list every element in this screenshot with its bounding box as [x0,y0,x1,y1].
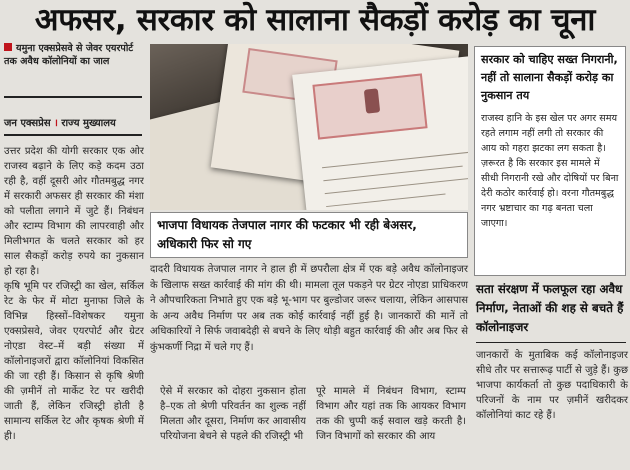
national-emblem-icon [364,88,380,113]
sidebar-title: सरकार को चाहिए सख्त निगरानी, नहीं तो सालाना सैकड़ों करोड़ का नुकसान तय [481,53,618,102]
byline-desk: राज्य मुख्यालय [61,118,116,129]
bottom-column-2: पूरे मामले में निबंधन विभाग, स्टाम्प विभाग और यहां तक कि आयकर विभाग तक की चुप्पी कई सवाल खड़े करती है। जिन विभागों को सरकार की आय [316,386,466,442]
byline [4,115,116,129]
left-column [4,144,144,470]
sub-headline [4,42,140,68]
article-photo [150,44,468,210]
sidebar-body: राजस्व हानि के इस खेल पर अगर समय रहते लगाम नहीं लगी तो सरकार की आय को गहरा झटका लग सकता है। ज़रूरत है कि सरकार इस मामले में सीधी निगरानी रखे और दोषियों पर बिना देरी कठोर कार्रवाई हो। वरना गौतमबुद्ध नगर भ्रष्टाचार का गढ़ बनता चला जाएगा। [481,113,619,229]
sidebar-box [474,46,626,276]
byline-agency: जन एक्सप्रेस [4,118,51,129]
right-heading: सता संरक्षण में फलफूल रहा अवैध निर्माण, नेताओं की शह से बचते हैं कॉलोनाइजर [476,282,624,334]
paragraph: उत्तर प्रदेश की योगी सरकार एक ओर राजस्व बढ़ाने के लिए कड़े कदम उठा रही है, वहीं दूसरी ओर गौतमबुद्ध नगर में सरकारी अफसर ही सरकार की मंशा को पलीता लगाने में जुटे हैं। निबंधन और स्टाम्प विभाग की लापरवाही और मिलीभगत के चलते सरकार को हर साल सैकड़ों करोड़ रुपये का नुकसान हो रहा है। [4,146,144,277]
headline: अफसर, सरकार को सालाना सैकड़ों करोड़ का चूना [34,2,596,38]
red-bullet-icon [4,43,12,51]
mid-paragraph: दादरी विधायक तेजपाल नागर ने हाल ही में छपरौला क्षेत्र में एक बड़े अवैध कॉलोनाइजर के खिलाफ सख्त कार्रवाई की मांग की थी। मामला तूल पकड़ने पर ग्रेटर नोएडा प्राधिकरण ने औपचारिकता निभाते हुए एक बड़े भू-भाग पर बुल्डोजर जरूर चलाया, लेकिन आसपास के अन्य अवैध निर्माण पर अब तक कोई कार्रवाई नहीं हुई है। जानकारों की मानें तो अधिकारियों ने सिर्फ जवाबदेही से बचने के लिए थोड़ी बहुत कार्रवाई की और अब फिर से कुंभकर्णी निद्रा में चले गए हैं। [150,264,468,353]
paragraph: कृषि भूमि पर रजिस्ट्री का खेल, सर्किल रेट के फेर में मोटा मुनाफा जिले के विभिन्न हिस्सों–विशेषकर यमुना एक्सप्रेसवे, जेवर एयरपोर्ट और ग्रेटर नोएडा वेस्ट–में बड़ी संख्या में कॉलोनाइजरों द्वारा कॉलोनियां विकसित की जा रही हैं। किसान से कृषि श्रेणी की ज़मीनें तो मार्केट रेट पर खरीदी जाती हैं, लेकिन रजिस्ट्री होती है सामान्य सर्किल रेट और कृषक श्रेणी में ही। [4,281,144,442]
divider [4,96,142,98]
byline-separator: । [54,118,58,129]
bottom-column-1: ऐसे में सरकार को दोहरा नुकसान होता है–एक तो श्रेणी परिवर्तन का शुल्क नहीं मिलता और दूसरा, निर्माण कर आवासीय परियोजना बेचने से पहले की रजिस्ट्री भी [160,386,306,442]
sub-headline-text: यमुना एक्सप्रेसवे से जेवर एयरपोर्ट तक अवैध कॉलोनियों का जाल [4,43,134,67]
right-text: जानकारों के मुताबिक कई कॉलोनाइजर सीधे तौर पर सत्तारूढ़ पार्टी से जुड़े हैं। कुछ भाजपा कार्यकर्ता तो कुछ पदाधिकारी के परिजनों के नाम पर ज़मीनें खरीदकर कॉलोनियां काट रहे हैं। [476,350,628,421]
divider [4,134,142,136]
caption-title: भाजपा विधायक तेजपाल नागर की फटकार भी रही बेअसर, अधिकारी फिर सो गए [157,218,417,251]
caption-box [150,212,468,258]
divider [476,342,626,343]
